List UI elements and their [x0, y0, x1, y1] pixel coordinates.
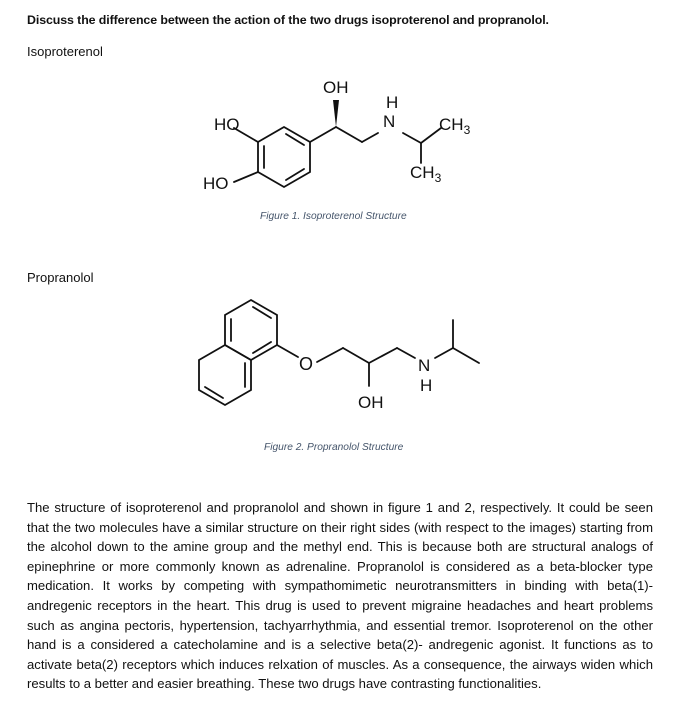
discussion-paragraph: The structure of isoproterenol and propranolol and shown in figure 1 and 2, respectively. It could be seen that the two molecules have a similar structure on their right sides (with respect to the images) starting from the alcohol down to the amine group and the methyl end. This is because both are structural analogs of epinephrine or more commonly known as adrenaline. Propranolol is considered as a beta-blocker type medication. It works by competing with sympathomimetic neurotransmitters in binding with beta(1)-andregenic receptors in the heart. This drug is used to prevent migraine headaches and heart problems such as angina pectoris, hypertension, tachyarrhythmia, and essential tremor. Isoproterenol on the other hand is a considered a catecholamine and is a selective beta(2)- andregenic agonist. It functions as to activate beta(2) receptors which induces relxation of muscles. As a consequence, the airways widen which results to a better and easier breathing. These two drugs have contrasting functionalities. — [27, 500, 653, 692]
o-label: O — [299, 354, 314, 374]
isoproterenol-structure — [190, 72, 490, 200]
h-label: H — [386, 93, 399, 112]
n-label: N — [383, 112, 396, 131]
ch3-bottom-label: $CH_3$ — [410, 163, 442, 185]
propranolol-label: Propranolol — [27, 270, 94, 285]
n-label-propranolol: N — [418, 356, 431, 375]
isoproterenol-label: Isoproterenol — [27, 44, 103, 59]
ch3-right-label: $CH_3$ — [439, 115, 471, 137]
figure-2-caption: Figure 2. Propranolol Structure — [264, 442, 404, 453]
propranolol-structure-drawing — [185, 290, 495, 420]
h-label-propranolol: H — [420, 376, 433, 395]
ho-top-label: HO — [214, 115, 240, 134]
question-heading: Discuss the difference between the action of the two drugs isoproterenol and propranolol. — [27, 13, 549, 27]
oh-label: OH — [323, 78, 349, 97]
ho-bottom-label: HO — [203, 174, 229, 193]
figure-1-caption: Figure 1. Isoproterenol Structure — [260, 211, 407, 222]
oh-label-propranolol: OH — [358, 393, 384, 412]
isoproterenol-structure-drawing — [190, 72, 490, 200]
propranolol-structure — [185, 290, 495, 420]
